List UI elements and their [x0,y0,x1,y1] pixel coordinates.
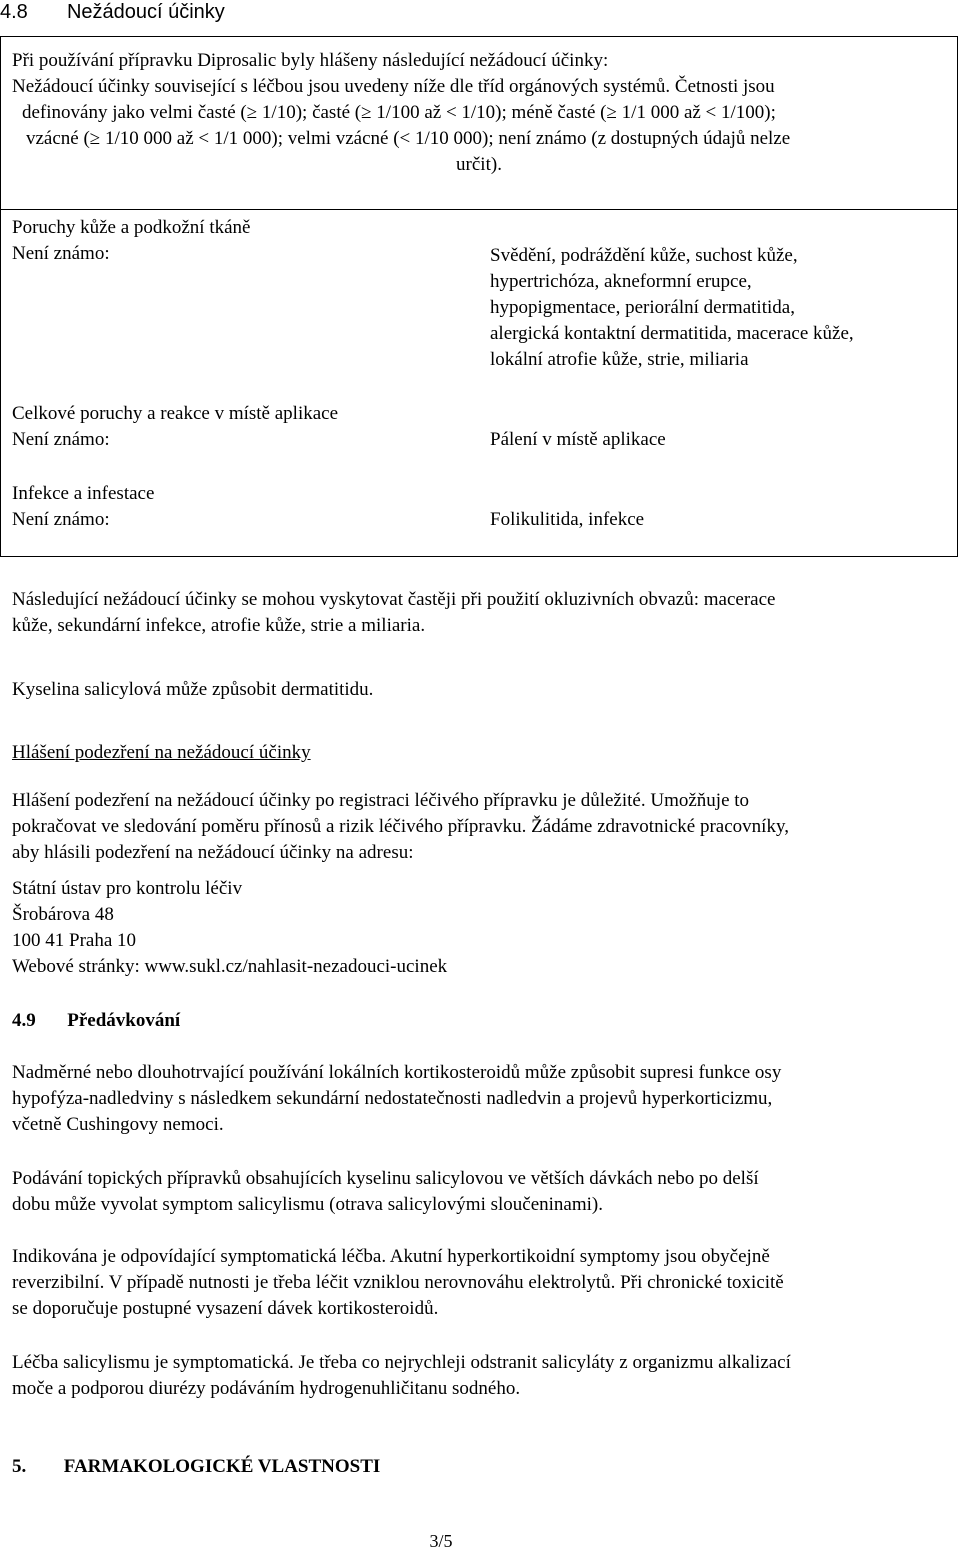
section-heading-4-9 [12,1008,180,1034]
overdose-line: hypofýza-nadledviny s následkem sekundární nedostatečnosti nadledvin a projevů hyperkorticizmu, [12,1088,773,1109]
reporting-line-3: aby hlásili podezření na nežádoucí účinky na adresu: [12,842,414,863]
soc-label: Infekce a infestace [12,483,155,504]
reporting-line-1: Hlášení podezření na nežádoucí účinky po registraci léčivého přípravku je důležité. Umožňuje to [12,790,750,811]
reporting-heading: Hlášení podezření na nežádoucí účinky [12,742,311,763]
section-heading-5 [12,1454,380,1480]
address-line: Šrobárova 48 [12,904,114,925]
paragraph-salicylic: Kyselina salicylová může způsobit dermatitidu. [12,679,374,700]
effect-line: lokální atrofie kůže, strie, miliaria [490,349,749,370]
reporting-line-2: pokračovat ve sledování poměru přínosů a rizik léčivého přípravku. Žádáme zdravotnické pracovníky, [12,816,789,837]
overdose-line: Podávání topických přípravků obsahujících kyselinu salicylovou ve větších dávkách nebo po delší [12,1168,759,1189]
overdose-line: včetně Cushingovy nemoci. [12,1114,224,1135]
section-title: FARMAKOLOGICKÉ VLASTNOSTI [63,1456,381,1477]
paragraph-occlusive-line-1: Následující nežádoucí účinky se mohou vyskytovat častěji při použití okluzivních obvazů: macerace [12,589,776,610]
section-title: Nežádoucí účinky [66,1,225,23]
address-line: 100 41 Praha 10 [12,930,137,951]
frequency-label: Není známo: [12,509,110,530]
overdose-line: moče a podporou diurézy podáváním hydrogenuhličitanu sodného. [12,1378,521,1399]
intro-line-4: vzácné (≥ 1/10 000 až < 1/1 000); velmi vzácné (< 1/10 000); není známo (z dostupných údajů nelze [26,128,791,149]
effect-line: Svědění, podráždění kůže, suchost kůže, [490,245,798,266]
soc-label: Poruchy kůže a podkožní tkáně [12,217,251,238]
paragraph-occlusive-line-2: kůže, sekundární infekce, atrofie kůže, strie a miliaria. [12,615,426,636]
overdose-line: se doporučuje postupné vysazení dávek kortikosteroidů. [12,1298,439,1319]
frequency-label: Není známo: [12,243,110,264]
intro-line-2: Nežádoucí účinky související s léčbou jsou uvedeny níže dle tříd orgánových systémů. Četnosti jsou [12,76,775,97]
address-line: Státní ústav pro kontrolu léčiv [12,878,243,899]
overdose-line: reverzibilní. V případě nutnosti je třeba léčit vzniklou nerovnováhu elektrolytů. Při chronické toxicitě [12,1272,784,1293]
effect-line: hypertrichóza, akneformní erupce, [490,271,752,292]
section-number: 5. [12,1456,27,1477]
section-number: 4.8 [0,1,28,23]
intro-line-3: definovány jako velmi časté (≥ 1/10); časté (≥ 1/100 až < 1/10); méně časté (≥ 1/1 000 až < 1/100); [22,102,776,123]
overdose-line: Nadměrné nebo dlouhotrvající používání lokálních kortikosteroidů může způsobit supresi funkce osy [12,1062,782,1083]
frequency-label: Není známo: [12,429,110,450]
overdose-line: Léčba salicylismu je symptomatická. Je třeba co nejrychleji odstranit salicyláty z organizmu alkalizací [12,1352,791,1373]
effect-line: Pálení v místě aplikace [490,429,666,450]
section-number: 4.9 [12,1010,36,1031]
section-heading-4-8 [0,0,225,25]
effect-line: alergická kontaktní dermatitida, macerace kůže, [490,323,854,344]
soc-label: Celkové poruchy a reakce v místě aplikace [12,403,339,424]
effect-line: hypopigmentace, periorální dermatitida, [490,297,795,318]
page-number: 3/5 [429,1531,453,1551]
intro-line-1: Při používání přípravku Diprosalic byly hlášeny následující nežádoucí účinky: [12,50,609,71]
effect-line: Folikulitida, infekce [490,509,645,530]
overdose-line: dobu může vyvolat symptom salicylismu (otrava salicylovými sloučeninami). [12,1194,604,1215]
section-title: Předávkování [67,1010,181,1031]
overdose-line: Indikována je odpovídající symptomatická léčba. Akutní hyperkortikoidní symptomy jsou obyčejně [12,1246,770,1267]
address-line: Webové stránky: www.sukl.cz/nahlasit-nezadouci-ucinek [12,956,448,977]
intro-line-5: určit). [456,154,502,175]
